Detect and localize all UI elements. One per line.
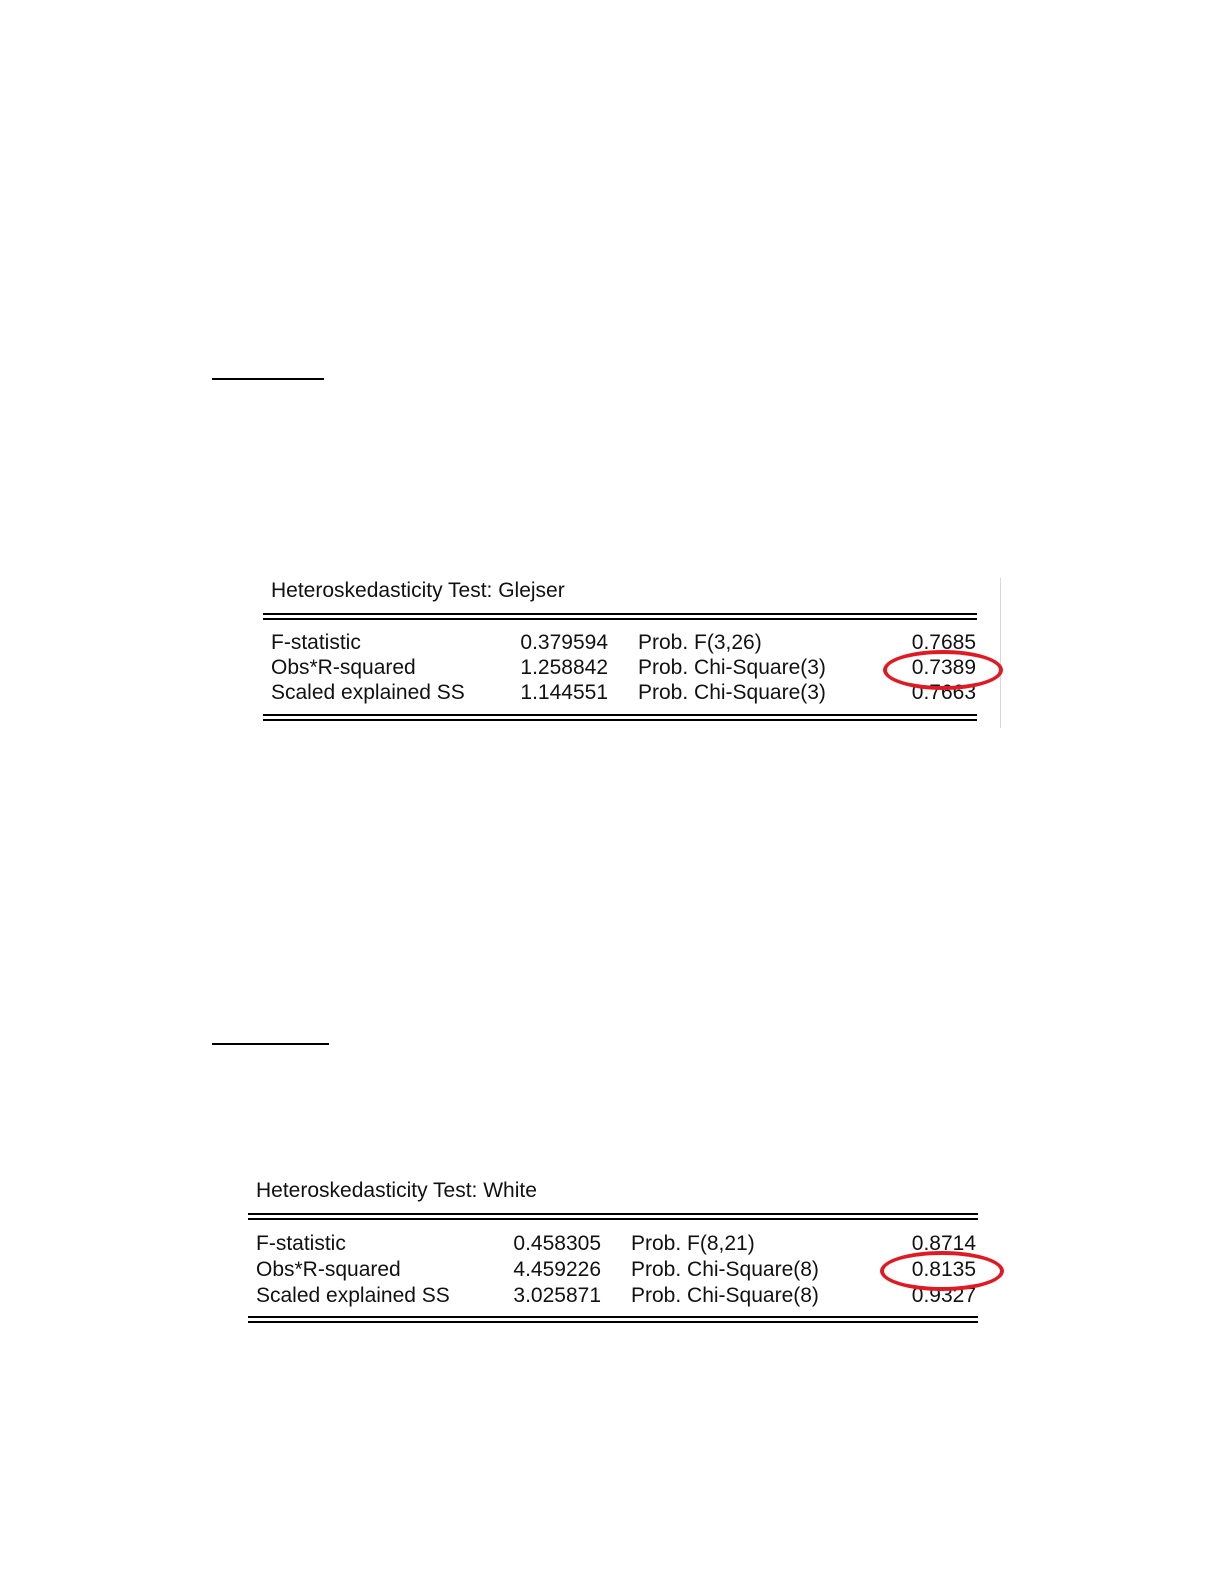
section-heading-underline-2 bbox=[212, 1043, 329, 1045]
rule-top-1 bbox=[263, 613, 977, 615]
row-prob-label: Prob. Chi-Square(8) bbox=[631, 1258, 819, 1281]
row-p-value: 0.7663 bbox=[911, 681, 976, 704]
row-label: Obs*R-squared bbox=[271, 656, 416, 679]
table-row bbox=[263, 655, 977, 681]
row-label: Scaled explained SS bbox=[271, 681, 465, 704]
row-label: Scaled explained SS bbox=[256, 1284, 450, 1307]
table-row bbox=[248, 1231, 978, 1257]
rule-top-1 bbox=[248, 1213, 978, 1215]
row-prob-label: Prob. F(3,26) bbox=[638, 631, 762, 654]
row-value: 0.458305 bbox=[513, 1232, 601, 1255]
table-title: Heteroskedasticity Test: Glejser bbox=[271, 579, 565, 602]
row-label: Obs*R-squared bbox=[256, 1258, 401, 1281]
row-prob-label: Prob. F(8,21) bbox=[631, 1232, 755, 1255]
rule-bottom-2 bbox=[248, 1321, 978, 1323]
row-p-value: 0.8714 bbox=[911, 1232, 976, 1255]
row-prob-label: Prob. Chi-Square(8) bbox=[631, 1284, 819, 1307]
row-value: 1.258842 bbox=[520, 656, 608, 679]
white-test-table bbox=[248, 1178, 1008, 1328]
row-prob-label: Prob. Chi-Square(3) bbox=[638, 681, 826, 704]
row-p-value: 0.8135 bbox=[911, 1258, 976, 1281]
section-heading-underline-1 bbox=[212, 378, 324, 380]
crop-edge bbox=[1000, 578, 1001, 728]
table-row bbox=[248, 1283, 978, 1309]
rule-top-2 bbox=[263, 618, 977, 620]
rule-bottom-2 bbox=[263, 719, 977, 721]
row-label: F-statistic bbox=[271, 631, 361, 654]
table-row bbox=[263, 630, 977, 656]
row-value: 3.025871 bbox=[513, 1284, 601, 1307]
rule-top-2 bbox=[248, 1218, 978, 1220]
rule-bottom-1 bbox=[263, 714, 977, 716]
row-p-value: 0.9327 bbox=[911, 1284, 976, 1307]
table-row bbox=[248, 1257, 978, 1283]
row-value: 0.379594 bbox=[520, 631, 608, 654]
row-value: 1.144551 bbox=[520, 681, 608, 704]
row-p-value: 0.7389 bbox=[911, 656, 976, 679]
rule-bottom-1 bbox=[248, 1316, 978, 1318]
glejser-test-table bbox=[263, 578, 1003, 728]
row-p-value: 0.7685 bbox=[911, 631, 976, 654]
row-prob-label: Prob. Chi-Square(3) bbox=[638, 656, 826, 679]
row-label: F-statistic bbox=[256, 1232, 346, 1255]
table-title: Heteroskedasticity Test: White bbox=[256, 1179, 537, 1202]
table-row bbox=[263, 680, 977, 706]
row-value: 4.459226 bbox=[513, 1258, 601, 1281]
